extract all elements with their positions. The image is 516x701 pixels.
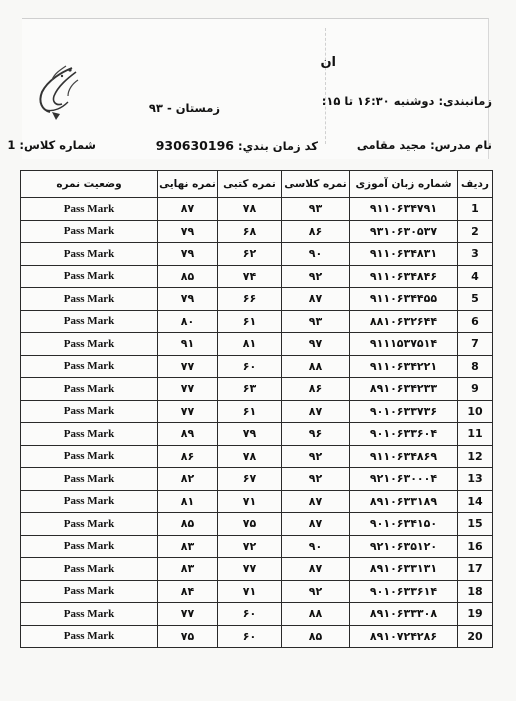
cell-student-id: ۹۳۱۰۶۳۰۵۳۷: [350, 220, 458, 243]
cell-student-id: ۹۱۱۰۶۳۴۴۵۵: [350, 288, 458, 311]
cell-class-score: ۸۷: [282, 288, 350, 311]
cell-class-score: ۸۷: [282, 490, 350, 513]
cell-row-number: 5: [458, 288, 493, 311]
cell-status: Pass Mark: [21, 243, 158, 266]
cell-final-score: ۷۵: [158, 625, 218, 648]
table-row: [21, 423, 493, 446]
cell-student-id: ۹۱۱۰۶۳۴۸۳۱: [350, 243, 458, 266]
table-row: [21, 558, 493, 581]
cell-student-id: ۹۲۱۰۶۳۰۰۰۴: [350, 468, 458, 491]
cell-row-number: 13: [458, 468, 493, 491]
cell-written-score: ۷۸: [218, 198, 282, 221]
cell-written-score: ۷۱: [218, 580, 282, 603]
cell-student-id: ۸۹۱۰۶۳۳۱۸۹: [350, 490, 458, 513]
cell-student-id: ۹۱۱۰۶۳۴۲۲۱: [350, 355, 458, 378]
cell-student-id: ۸۹۱۰۶۳۳۱۳۱: [350, 558, 458, 581]
cell-row-number: 7: [458, 333, 493, 356]
cell-row-number: 18: [458, 580, 493, 603]
class-number-label: شماره کلاس:: [19, 138, 96, 152]
col-header-written-score: نمره کتبی: [218, 171, 282, 198]
cell-final-score: ۸۶: [158, 445, 218, 468]
cell-written-score: ۷۷: [218, 558, 282, 581]
table-row: [21, 243, 493, 266]
cell-written-score: ۷۹: [218, 423, 282, 446]
table-row: [21, 220, 493, 243]
cell-written-score: ۶۰: [218, 355, 282, 378]
header-divider: [325, 28, 326, 144]
cell-student-id: ۹۰۱۰۶۳۳۷۳۶: [350, 400, 458, 423]
cell-class-score: ۹۲: [282, 468, 350, 491]
cell-status: Pass Mark: [21, 490, 158, 513]
cell-status: Pass Mark: [21, 445, 158, 468]
table-row: [21, 490, 493, 513]
cell-row-number: 11: [458, 423, 493, 446]
cell-student-id: ۹۰۱۰۶۳۳۶۱۴: [350, 580, 458, 603]
cell-final-score: ۸۵: [158, 513, 218, 536]
cell-status: Pass Mark: [21, 535, 158, 558]
cell-row-number: 6: [458, 310, 493, 333]
title-fragment: ان: [320, 55, 336, 70]
cell-class-score: ۹۰: [282, 243, 350, 266]
cell-written-score: ۶۶: [218, 288, 282, 311]
cell-class-score: ۹۰: [282, 535, 350, 558]
cell-row-number: 10: [458, 400, 493, 423]
cell-status: Pass Mark: [21, 513, 158, 536]
class-number: [7, 138, 96, 152]
cell-final-score: ۸۷: [158, 198, 218, 221]
table-row: [21, 310, 493, 333]
cell-class-score: ۸۶: [282, 220, 350, 243]
cell-student-id: ۸۸۱۰۶۳۲۶۴۴: [350, 310, 458, 333]
cell-row-number: 9: [458, 378, 493, 401]
cell-final-score: ۷۹: [158, 220, 218, 243]
cell-status: Pass Mark: [21, 378, 158, 401]
table-row: [21, 378, 493, 401]
cell-class-score: ۹۲: [282, 580, 350, 603]
cell-status: Pass Mark: [21, 580, 158, 603]
cell-final-score: ۷۹: [158, 243, 218, 266]
table-row: [21, 513, 493, 536]
table-row: [21, 265, 493, 288]
cell-class-score: ۹۶: [282, 423, 350, 446]
table-row: [21, 535, 493, 558]
cell-row-number: 17: [458, 558, 493, 581]
cell-written-score: ۶۱: [218, 310, 282, 333]
cell-status: Pass Mark: [21, 603, 158, 626]
cell-final-score: ۸۳: [158, 535, 218, 558]
cell-final-score: ۹۱: [158, 333, 218, 356]
cell-final-score: ۸۹: [158, 423, 218, 446]
cell-row-number: 19: [458, 603, 493, 626]
time-code: [156, 138, 318, 153]
cell-student-id: ۹۱۱۰۶۳۴۷۹۱: [350, 198, 458, 221]
cell-written-score: ۶۲: [218, 243, 282, 266]
cell-status: Pass Mark: [21, 400, 158, 423]
cell-written-score: ۷۵: [218, 513, 282, 536]
table-header-row: [21, 171, 493, 198]
table-row: [21, 288, 493, 311]
cell-written-score: ۶۱: [218, 400, 282, 423]
cell-final-score: ۸۳: [158, 558, 218, 581]
cell-row-number: 2: [458, 220, 493, 243]
class-number-value: 1: [7, 138, 16, 152]
cell-status: Pass Mark: [21, 288, 158, 311]
cell-final-score: ۸۲: [158, 468, 218, 491]
cell-row-number: 8: [458, 355, 493, 378]
schedule-text: زمانبندی: دوشنبه ۱۶:۳۰ تا ۱۵:: [321, 94, 492, 108]
cell-status: Pass Mark: [21, 198, 158, 221]
season-text: زمستان - ۹۳: [148, 101, 220, 115]
table-row: [21, 355, 493, 378]
cell-class-score: ۸۸: [282, 355, 350, 378]
cell-class-score: ۸۸: [282, 603, 350, 626]
table-row: [21, 580, 493, 603]
col-header-final-score: نمره نهایی: [158, 171, 218, 198]
cell-status: Pass Mark: [21, 310, 158, 333]
cell-status: Pass Mark: [21, 220, 158, 243]
cell-row-number: 20: [458, 625, 493, 648]
cell-class-score: ۹۲: [282, 445, 350, 468]
cell-written-score: ۶۷: [218, 468, 282, 491]
cell-class-score: ۹۳: [282, 198, 350, 221]
cell-final-score: ۷۷: [158, 355, 218, 378]
cell-class-score: ۸۷: [282, 400, 350, 423]
cell-status: Pass Mark: [21, 423, 158, 446]
cell-status: Pass Mark: [21, 333, 158, 356]
cell-final-score: ۷۷: [158, 603, 218, 626]
cell-class-score: ۸۷: [282, 558, 350, 581]
cell-written-score: ۷۴: [218, 265, 282, 288]
cell-written-score: ۶۰: [218, 603, 282, 626]
scores-table: [20, 170, 493, 648]
cell-written-score: ۷۸: [218, 445, 282, 468]
cell-row-number: 1: [458, 198, 493, 221]
table-row: [21, 468, 493, 491]
table-row: [21, 400, 493, 423]
cell-class-score: ۹۷: [282, 333, 350, 356]
institute-logo-icon: [32, 62, 82, 122]
cell-student-id: ۸۹۱۰۶۳۴۲۳۳: [350, 378, 458, 401]
cell-written-score: ۷۱: [218, 490, 282, 513]
cell-student-id: ۹۱۱۰۶۳۴۸۶۹: [350, 445, 458, 468]
cell-student-id: ۹۰۱۰۶۳۴۱۵۰: [350, 513, 458, 536]
cell-status: Pass Mark: [21, 468, 158, 491]
cell-class-score: ۹۲: [282, 265, 350, 288]
table-row: [21, 333, 493, 356]
cell-written-score: ۶۰: [218, 625, 282, 648]
time-code-label: كد زمان بندي:: [237, 139, 318, 153]
cell-written-score: ۶۸: [218, 220, 282, 243]
cell-class-score: ۹۳: [282, 310, 350, 333]
cell-final-score: ۷۹: [158, 288, 218, 311]
cell-class-score: ۸۵: [282, 625, 350, 648]
table-row: [21, 603, 493, 626]
cell-written-score: ۸۱: [218, 333, 282, 356]
cell-status: Pass Mark: [21, 265, 158, 288]
cell-row-number: 3: [458, 243, 493, 266]
cell-status: Pass Mark: [21, 558, 158, 581]
cell-class-score: ۸۷: [282, 513, 350, 536]
time-code-value: 930630196: [155, 138, 234, 153]
cell-written-score: ۷۲: [218, 535, 282, 558]
teacher-name: نام مدرس: مجید مقامی: [356, 138, 492, 152]
cell-student-id: ۹۱۱۰۶۳۴۸۴۶: [350, 265, 458, 288]
cell-final-score: ۷۷: [158, 378, 218, 401]
cell-final-score: ۸۵: [158, 265, 218, 288]
col-header-row-number: ردیف: [458, 171, 493, 198]
table-row: [21, 445, 493, 468]
cell-row-number: 4: [458, 265, 493, 288]
cell-row-number: 14: [458, 490, 493, 513]
cell-student-id: ۹۰۱۰۶۳۳۶۰۴: [350, 423, 458, 446]
cell-row-number: 12: [458, 445, 493, 468]
cell-student-id: ۹۱۱۱۵۳۷۵۱۴: [350, 333, 458, 356]
col-header-class-score: نمره کلاسی: [282, 171, 350, 198]
col-header-student-id: شماره زبان آموزی: [350, 171, 458, 198]
cell-class-score: ۸۶: [282, 378, 350, 401]
cell-written-score: ۶۳: [218, 378, 282, 401]
cell-row-number: 16: [458, 535, 493, 558]
cell-final-score: ۷۷: [158, 400, 218, 423]
col-header-status: وضعیت نمره: [21, 171, 158, 198]
cell-final-score: ۸۱: [158, 490, 218, 513]
cell-status: Pass Mark: [21, 355, 158, 378]
table-row: [21, 198, 493, 221]
cell-status: Pass Mark: [21, 625, 158, 648]
table-row: [21, 625, 493, 648]
cell-final-score: ۸۴: [158, 580, 218, 603]
cell-student-id: ۹۲۱۰۶۳۵۱۲۰: [350, 535, 458, 558]
cell-student-id: ۸۹۱۰۶۳۳۳۰۸: [350, 603, 458, 626]
table-body: [21, 198, 493, 648]
cell-row-number: 15: [458, 513, 493, 536]
cell-student-id: ۸۹۱۰۷۲۴۲۸۶: [350, 625, 458, 648]
cell-final-score: ۸۰: [158, 310, 218, 333]
